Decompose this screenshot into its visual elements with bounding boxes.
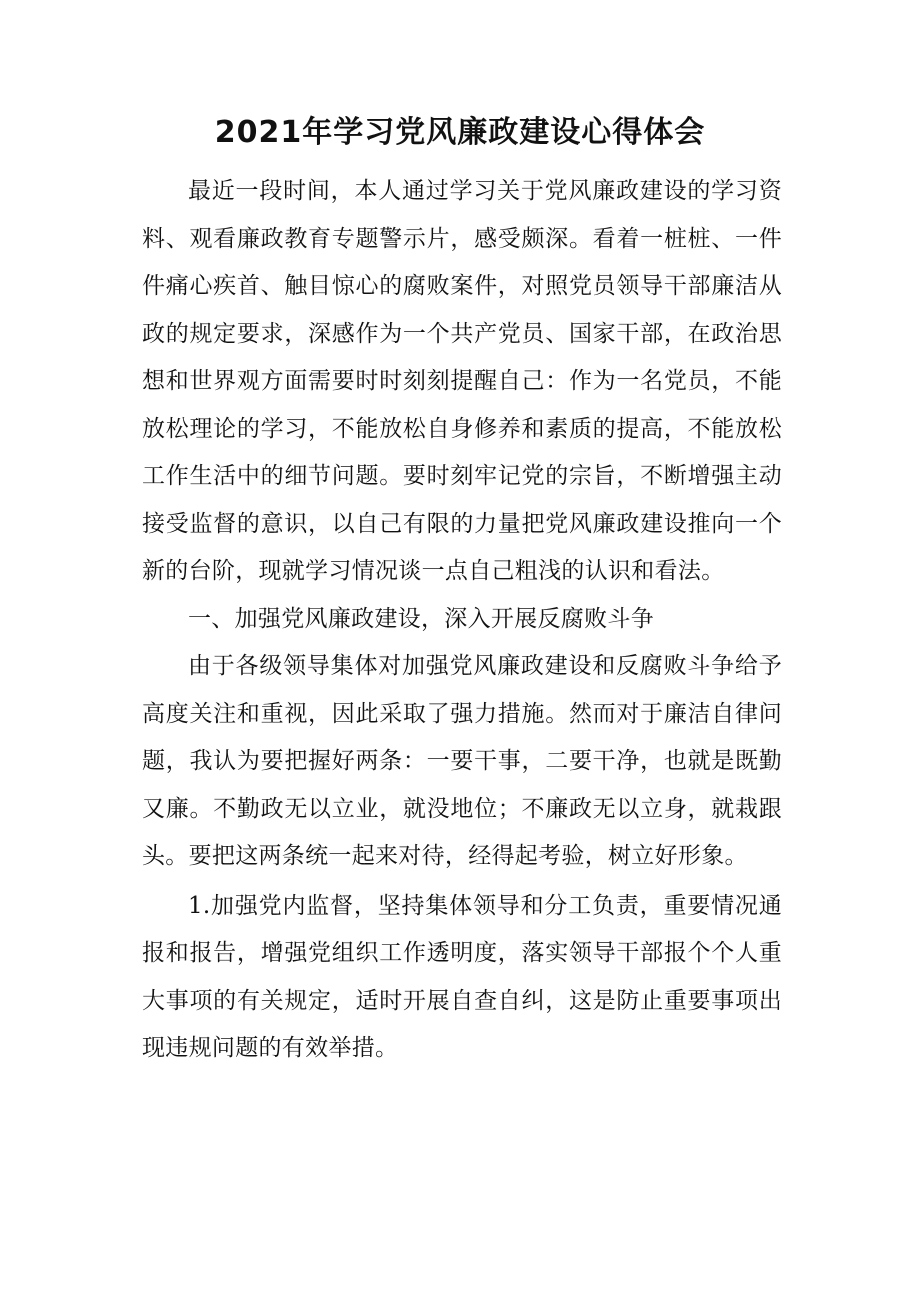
paragraph-item-1: 1.加强党内监督，坚持集体领导和分工负责，重要情况通报和报告，增强党组织工作透明度，落实领导干部报个个人重大事项的有关规定，适时开展自查自纠，这是防止重要事项出现违规问题的有效举措。 [142, 892, 782, 1061]
paragraph-section-1: 由于各级领导集体对加强党风廉政建设和反腐败斗争给予高度关注和重视，因此采取了强力措施。然而对于廉洁自律问题，我认为要把握好两条：一要干事，二要干净，也就是既勤又廉。不勤政无以立业，就没地位；不廉政无以立身，就栽跟头。要把这两条统一起来对待，经得起考验，树立好形象。 [142, 653, 782, 869]
document-body [142, 168, 782, 1073]
document-title: 2021年学习党风廉政建设心得体会 [214, 115, 706, 150]
paragraph-intro: 最近一段时间，本人通过学习关于党风廉政建设的学习资料、观看廉政教育专题警示片，感受颇深。看着一桩桩、一件件痛心疾首、触目惊心的腐败案件，对照党员领导干部廉洁从政的规定要求，深感作为一个共产党员、国家干部，在政治思想和世界观方面需要时时刻刻提醒自己：作为一名党员，不能放松理论的学习，不能放松自身修养和素质的提高，不能放松工作生活中的细节问题。要时刻牢记党的宗旨，不断增强主动接受监督的意识，以自己有限的力量把党风廉政建设推向一个新的台阶，现就学习情况谈一点自己粗浅的认识和看法。 [142, 178, 782, 584]
section-heading-1: 一、加强党风廉政建设，深入开展反腐败斗争 [188, 605, 654, 632]
